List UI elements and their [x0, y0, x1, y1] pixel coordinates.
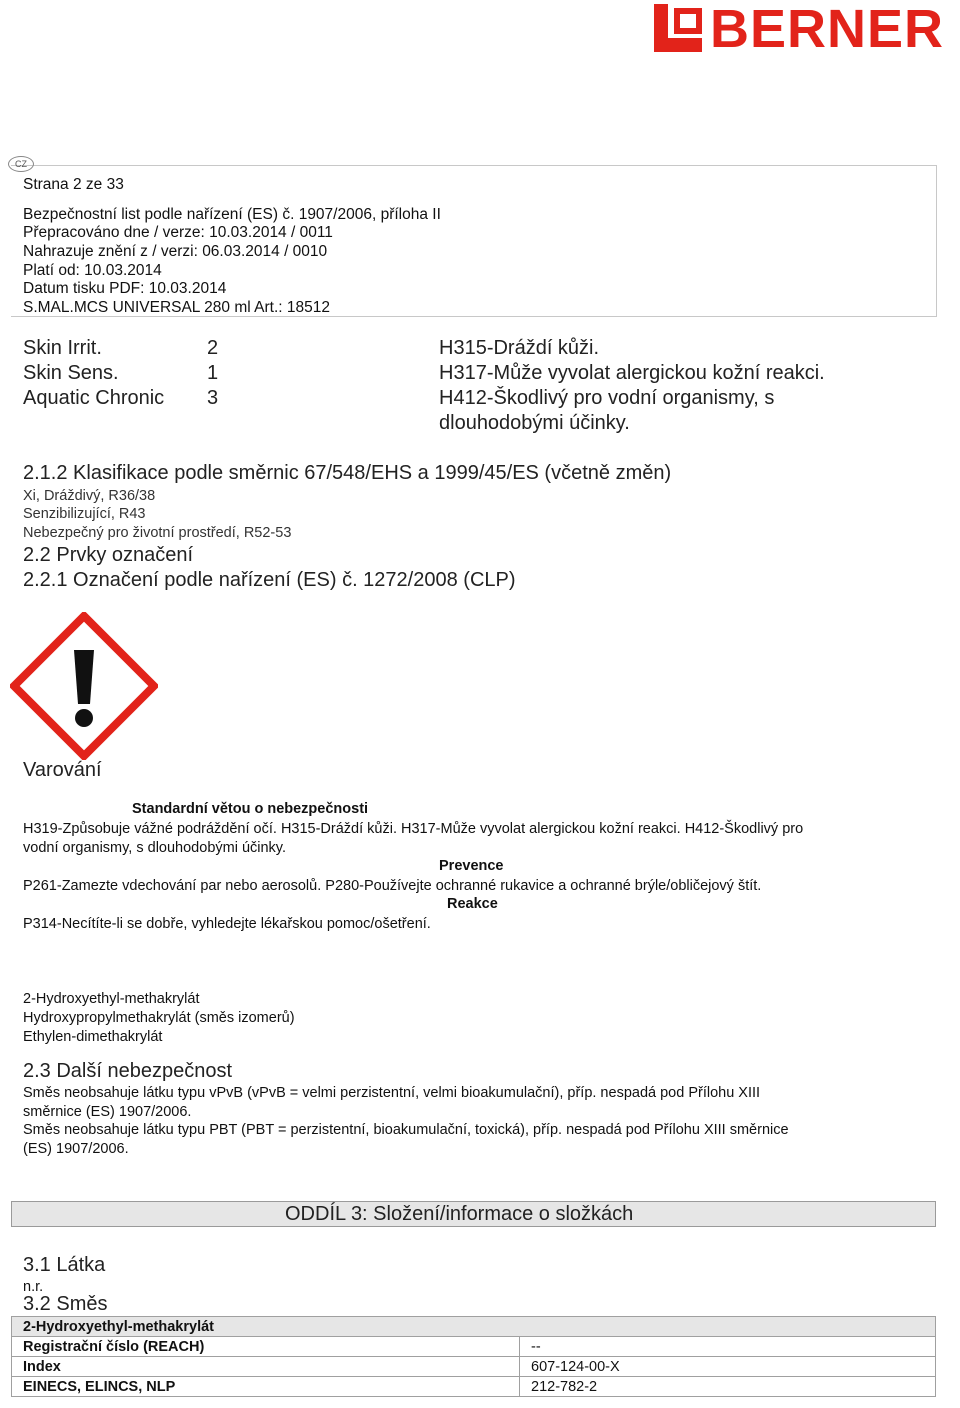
- valid-from-line: Platí od: 10.03.2014: [23, 262, 162, 279]
- class-category: 3: [207, 387, 219, 409]
- substance-value: n.r.: [23, 1279, 44, 1295]
- table-value: --: [520, 1337, 936, 1357]
- page-number: Strana 2 ze 33: [23, 176, 124, 193]
- regulation-line: Bezpečnostní list podle nařízení (ES) č. 1907/2006, příloha II: [23, 206, 441, 223]
- class-hazard: H317-Může vyvolat alergickou kožní reakci.: [439, 362, 825, 384]
- reaction-text: P314-Necítíte-li se dobře, vyhledejte lékařskou pomoc/ošetření.: [23, 916, 431, 932]
- table-value: 607-124-00-X: [520, 1357, 936, 1377]
- table-row: [12, 1357, 936, 1377]
- berner-logo: [654, 0, 958, 59]
- signal-word: Varování: [23, 759, 102, 781]
- table-row: [12, 1337, 936, 1357]
- pdf-date-line: Datum tisku PDF: 10.03.2014: [23, 280, 227, 297]
- class-category: 1: [207, 362, 219, 384]
- component-name: 2-Hydroxyethyl-methakrylát: [23, 991, 200, 1007]
- component-name: Ethylen-dimethakrylát: [23, 1029, 163, 1045]
- other-hazards-text: (ES) 1907/2006.: [23, 1141, 129, 1157]
- section-heading-2-2: 2.2 Prvky označení: [23, 544, 194, 566]
- table-row: [12, 1377, 936, 1397]
- other-hazards-text: Směs neobsahuje látku typu PBT (PBT = perzistentní, bioakumulační, toxická), příp. nespadá pod Přílohu XIII směrnice: [23, 1122, 789, 1138]
- section-3-title: ODDÍL 3: Složení/informace o složkách: [285, 1203, 634, 1225]
- dsd-line: Senzibilizující, R43: [23, 506, 146, 522]
- component-name: Hydroxypropylmethakrylát (směs izomerů): [23, 1010, 295, 1026]
- section-heading-3-2: 3.2 Směs: [23, 1293, 108, 1315]
- product-line: S.MAL.MCS UNIVERSAL 280 ml Art.: 18512: [23, 299, 330, 316]
- other-hazards-text: směrnice (ES) 1907/2006.: [23, 1104, 192, 1120]
- header-frame-top: [11, 165, 937, 166]
- reaction-label: Reakce: [447, 896, 498, 912]
- hazard-statements-text: vodní organismy, s dlouhodobými účinky.: [23, 840, 287, 856]
- section-heading-3-1: 3.1 Látka: [23, 1254, 106, 1276]
- table-header-row: [12, 1317, 936, 1337]
- hazard-statements-text: H319-Způsobuje vážné podráždění očí. H315-Dráždí kůži. H317-Může vyvolat alergickou kožní reakci. H412-Škodlivý pro: [23, 821, 804, 837]
- table-value: 212-782-2: [520, 1377, 936, 1397]
- class-name: Skin Irrit.: [23, 337, 102, 359]
- class-hazard: H315-Dráždí kůži.: [439, 337, 600, 359]
- table-key: Index: [12, 1357, 520, 1377]
- class-category: 2: [207, 337, 219, 359]
- section-heading-2-3: 2.3 Další nebezpečnost: [23, 1060, 233, 1082]
- component-header: 2-Hydroxyethyl-methakrylát: [12, 1317, 936, 1337]
- prevention-label: Prevence: [439, 858, 504, 874]
- dsd-line: Xi, Dráždivý, R36/38: [23, 488, 156, 504]
- class-name: Aquatic Chronic: [23, 387, 165, 409]
- berner-logo-mark: [654, 4, 702, 52]
- section-heading-2-2-1: 2.2.1 Označení podle nařízení (ES) č. 1272/2008 (CLP): [23, 569, 516, 591]
- berner-logo-text: BERNER: [710, 0, 945, 59]
- revision-line: Přepracováno dne / verze: 10.03.2014 / 0011: [23, 224, 333, 241]
- dsd-line: Nebezpečný pro životní prostředí, R52-53: [23, 525, 292, 541]
- section-heading-2-1-2: 2.1.2 Klasifikace podle směrnic 67/548/EHS a 1999/45/ES (včetně změn): [23, 462, 672, 484]
- exclamation-mark-icon: [10, 612, 158, 760]
- header-frame-right: [936, 165, 937, 317]
- replaces-line: Nahrazuje znění z / verzi: 06.03.2014 / 0010: [23, 243, 328, 260]
- table-key: EINECS, ELINCS, NLP: [12, 1377, 520, 1397]
- class-hazard-cont: dlouhodobými účinky.: [439, 412, 630, 434]
- table-key: Registrační číslo (REACH): [12, 1337, 520, 1357]
- country-badge: CZ: [8, 156, 34, 172]
- class-name: Skin Sens.: [23, 362, 119, 384]
- class-hazard: H412-Škodlivý pro vodní organismy, s: [439, 387, 775, 409]
- other-hazards-text: Směs neobsahuje látku typu vPvB (vPvB = velmi perzistentní, velmi bioakumulační), příp. nespadá pod Přílohu XIII: [23, 1085, 761, 1101]
- prevention-text: P261-Zamezte vdechování par nebo aerosolů. P280-Používejte ochranné rukavice a ochranné brýle/obličejový štít.: [23, 878, 762, 894]
- mixture-table: [11, 1316, 936, 1397]
- hazard-statements-label: Standardní větou o nebezpečnosti: [132, 801, 369, 817]
